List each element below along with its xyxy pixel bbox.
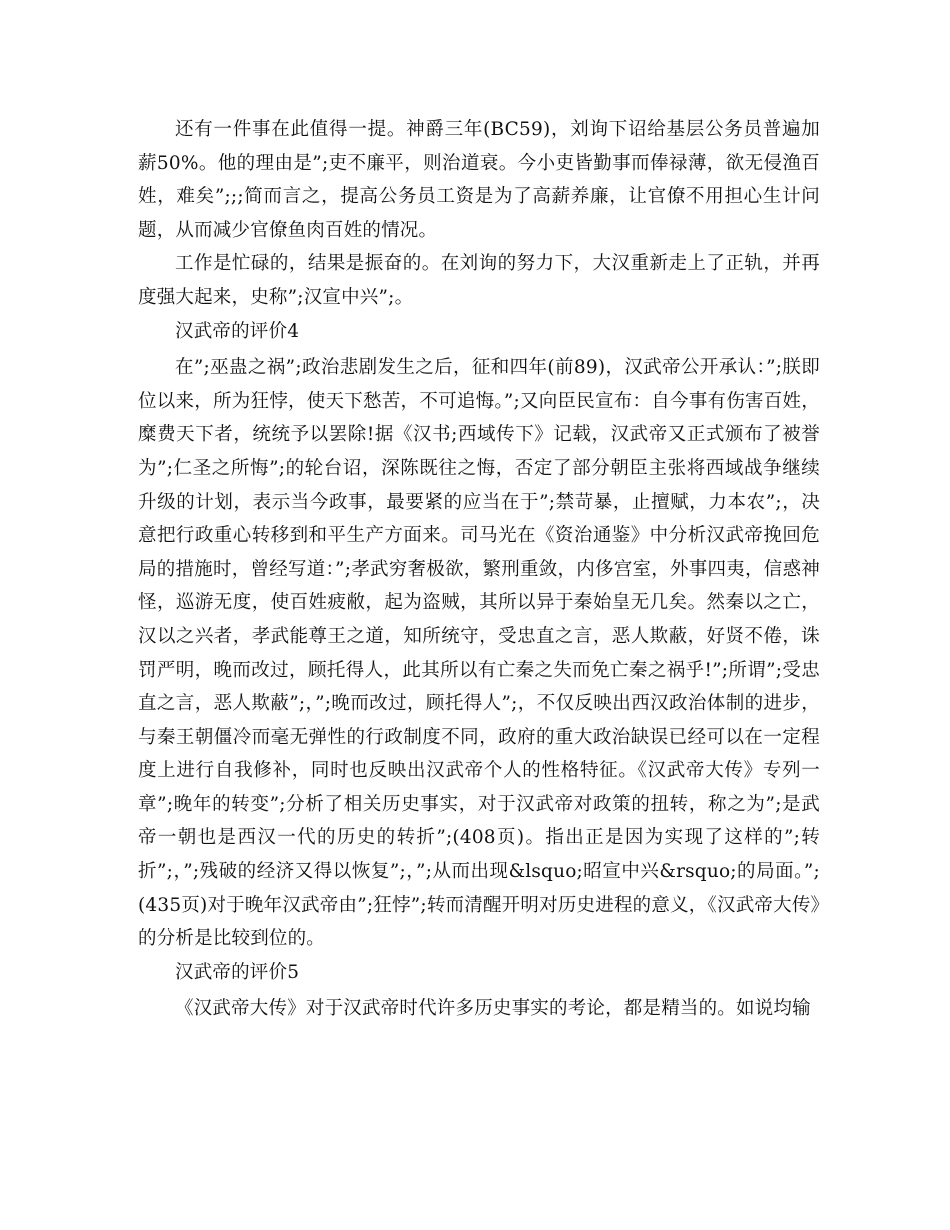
paragraph-evaluation-5: 《汉武帝大传》对于汉武帝时代许多历史事实的考论，都是精当的。如说均输	[175, 998, 811, 1020]
section-heading-4: 汉武帝的评价4	[175, 320, 300, 342]
paragraph-evaluation-4: 在”;巫蛊之祸”;政治悲剧发生之后，征和四年(前89)，汉武帝公开承认：”;朕即位以来，所为狂悖，使天下愁苦，不可追悔。”;又向臣民宣布：自今事有伤害百姓，糜费天下者，统统予以罢除!据《汉书;西域传下》记载，汉武帝又正式颁布了被誉为”;仁圣之所悔”;的轮台诏，深陈既往之悔，否定了部分朝臣主张将西域战争继续升级的计划，表示当今政事，最要紧的应当在于”;禁苛暴，止擅赋，力本农”;，决意把行政重心转移到和平生产方面来。司马光在《资治通鉴》中分析汉武帝挽回危局的措施时，曾经写道：”;孝武穷奢极欲，繁刑重敛，内侈宫室，外事四夷，信惑神怪，巡游无度，使百姓疲敝，起为盗贼，其所以异于秦始皇无几矣。然秦以之亡，汉以之兴者，孝武能尊王之道，知所统守，受忠直之言，恶人欺蔽，好贤不倦，诛罚严明，晚而改过，顾托得人，此其所以有亡秦之失而免亡秦之祸乎!”;所谓”;受忠直之言，恶人欺蔽”;，”;晚而改过，顾托得人”;，不仅反映出西汉政治体制的进步，与秦王朝僵冷而毫无弹性的行政制度不同，政府的重大政治缺误已经可以在一定程度上进行自我修补，同时也反映出汉武帝个人的性格特征。《汉武帝大传》专列一章”;晚年的转变”;分析了相关历史事实，对于汉武帝对政策的扭转，称之为”;是武帝一朝也是西汉一代的历史的转折”;(408页)。指出正是因为实现了这样的”;转折”;，”;残破的经济又得以恢复”;，”;从而出现&lsquo;昭宣中兴&rsquo;的局面。”;(435页)对于晚年汉武帝由”;狂悖”;转而清醒开明对历史进程的意义，《汉武帝大传》的分析是比较到位的。	[138, 357, 820, 950]
section-heading-5: 汉武帝的评价5	[175, 961, 300, 983]
paragraph-revival: 工作是忙碌的，结果是振奋的。在刘询的努力下，大汉重新走上了正轨，并再度强大起来，史称”;汉宣中兴”;。	[138, 253, 820, 308]
paragraph-salary-raise: 还有一件事在此值得一提。神爵三年(BC59)，刘询下诏给基层公务员普遍加薪50%。他的理由是”;吏不廉平，则治道衰。今小吏皆勤事而俸禄薄，欲无侵渔百姓，难矣”;;;简而言之，提高公务员工资是为了高薪养廉，让官僚不用担心生计问题，从而减少官僚鱼肉百姓的情况。	[138, 119, 820, 241]
document-body	[138, 113, 820, 1026]
